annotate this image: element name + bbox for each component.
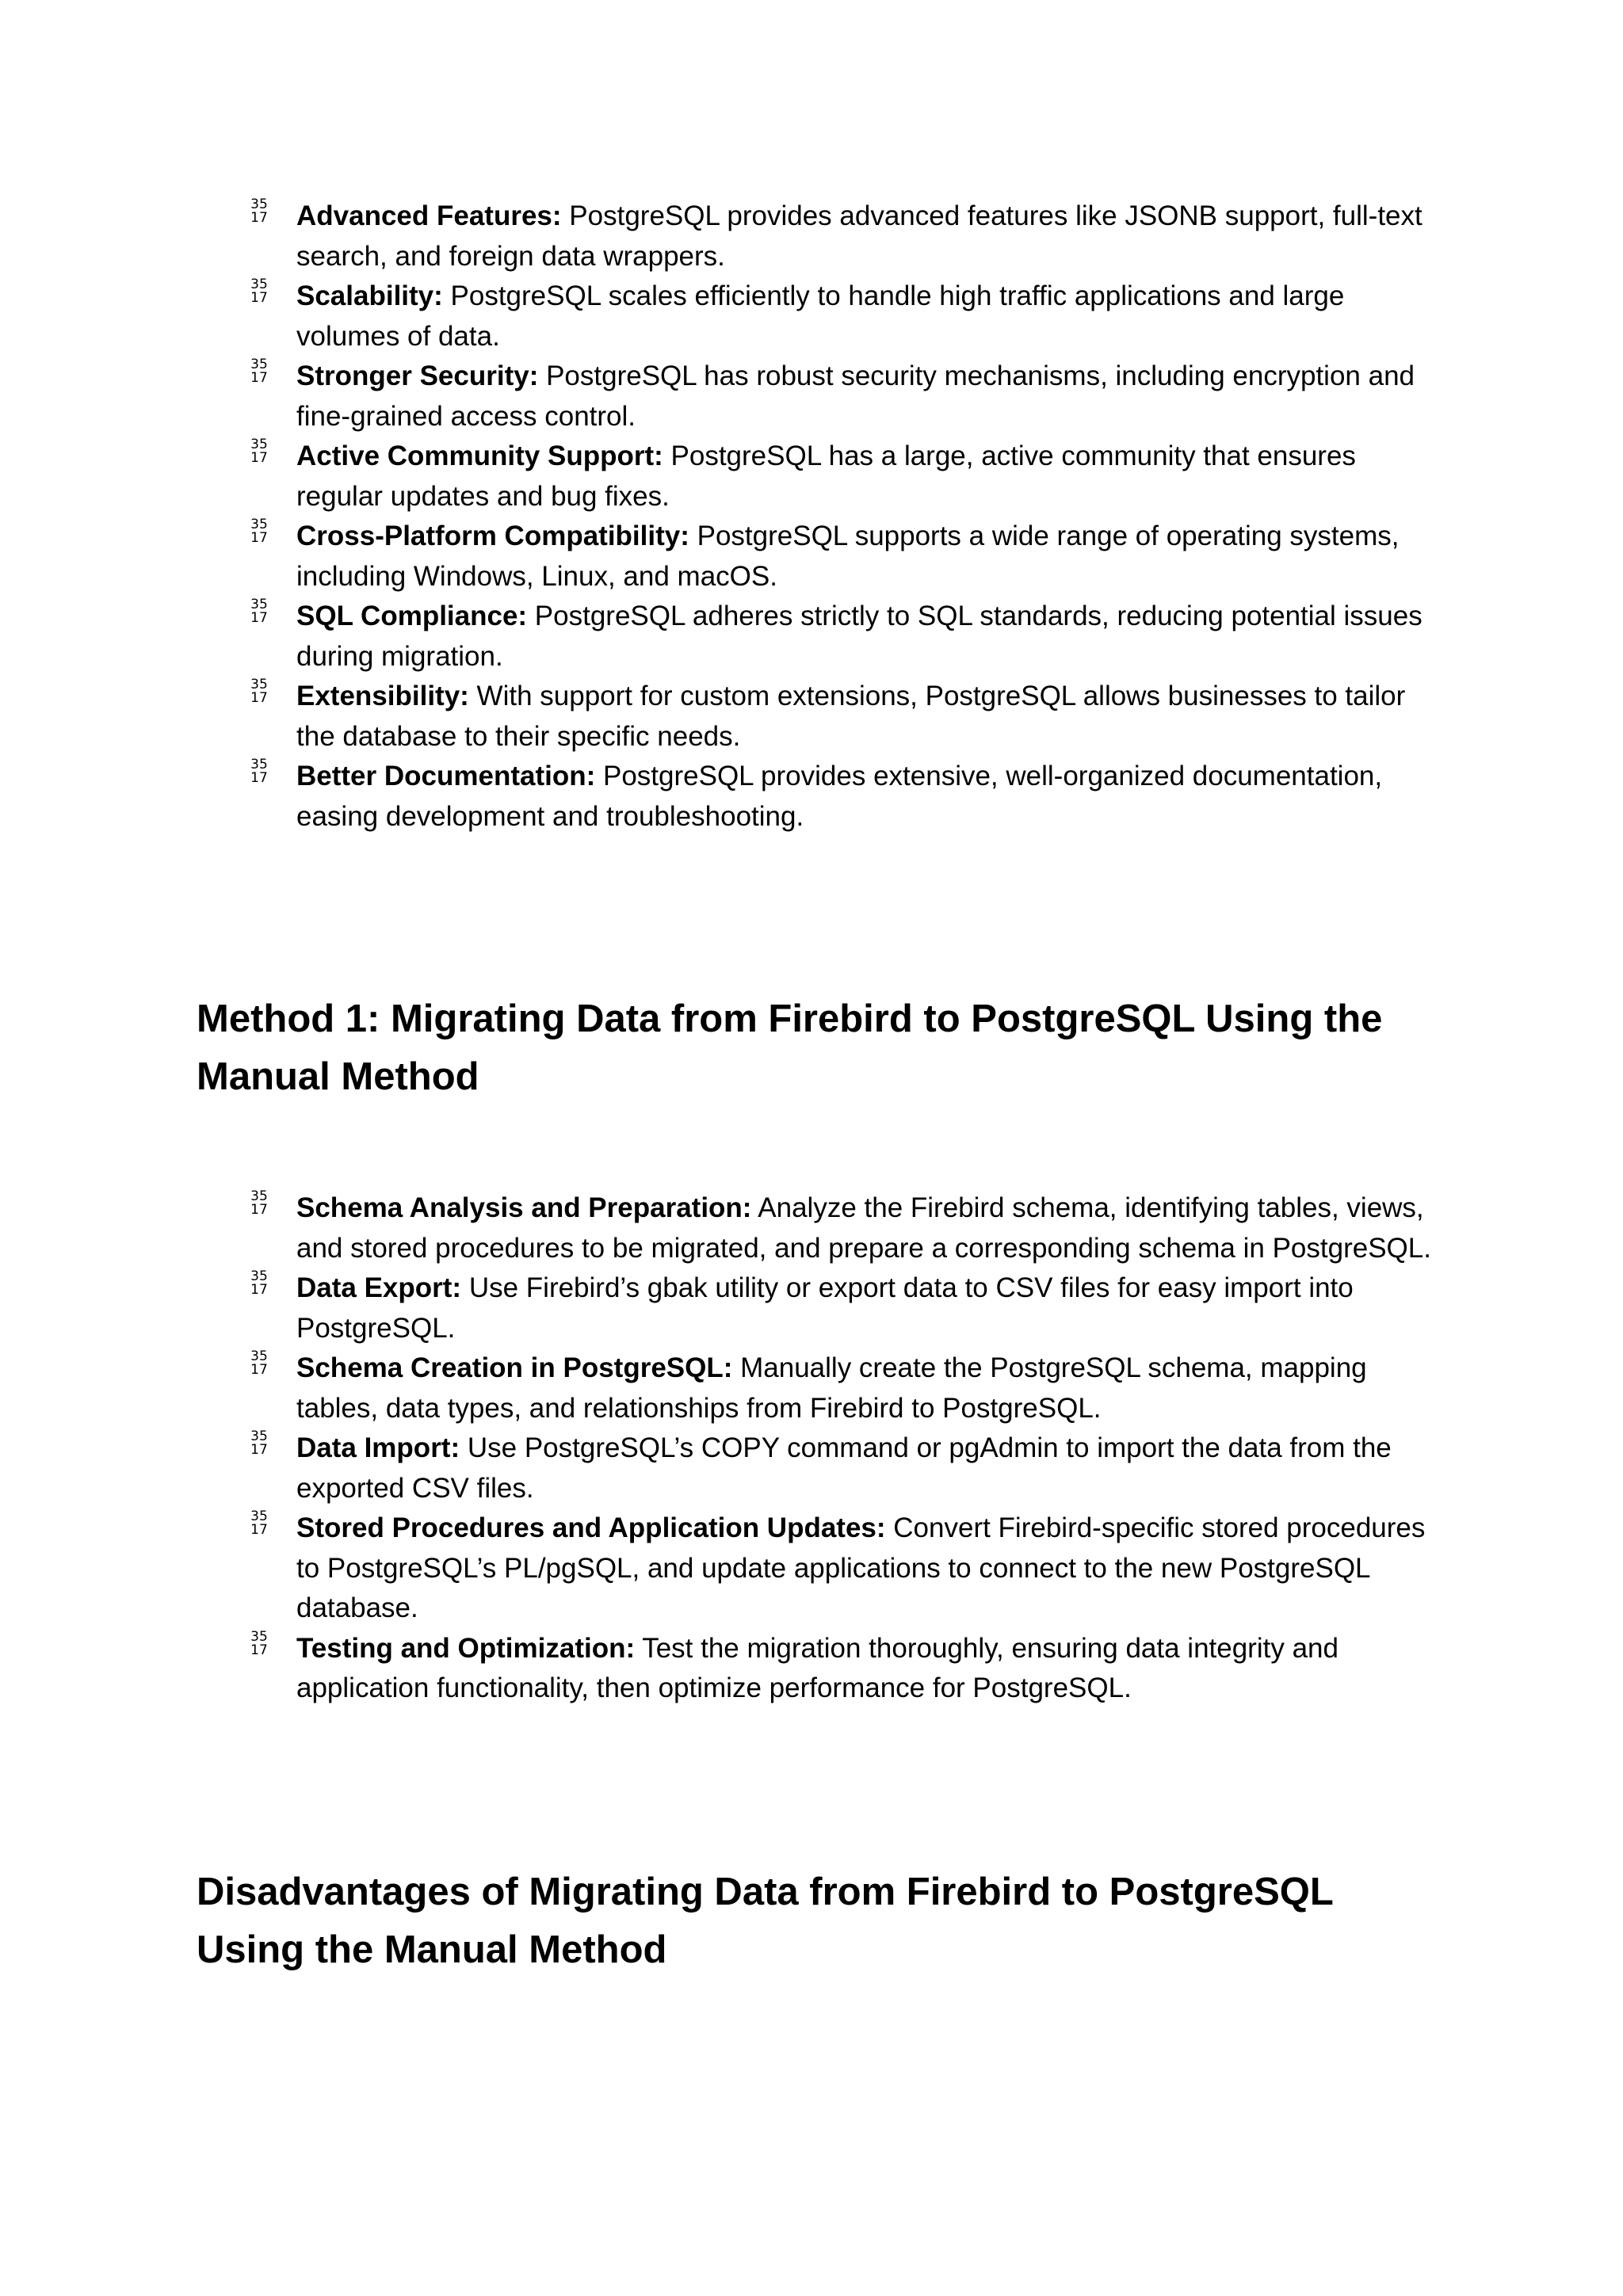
- list-item-text: PostgreSQL adheres strictly to SQL standards, reducing potential issues during migration.: [296, 601, 1423, 672]
- list-item: [247, 1188, 1436, 1268]
- list-item-term: Cross-Platform Compatibility:: [296, 521, 689, 551]
- list-item: [247, 437, 1436, 517]
- list-item: [247, 517, 1436, 597]
- benefits-list: [247, 196, 1436, 837]
- list-marker: 35 17: [250, 1268, 268, 1298]
- list-marker: 35 17: [250, 677, 268, 706]
- list-marker: 35 17: [250, 437, 268, 466]
- list-item-term: Testing and Optimization:: [296, 1632, 636, 1664]
- list-item-text: PostgreSQL has robust security mechanisms, including encryption and fine-grained access control.: [296, 360, 1415, 432]
- list-marker: 35 17: [250, 597, 268, 626]
- list-item: [247, 1428, 1436, 1508]
- list-marker: 35 17: [250, 1428, 268, 1458]
- list-item-term: Schema Analysis and Preparation:: [296, 1192, 752, 1223]
- list-marker: 35 17: [250, 517, 268, 546]
- list-marker: 35 17: [250, 1508, 268, 1538]
- list-item-text: PostgreSQL provides extensive, well-organized documentation, easing development and troubleshooting.: [296, 761, 1383, 832]
- list-item-text: PostgreSQL has a large, active community that ensures regular updates and bug fixes.: [296, 441, 1356, 512]
- list-item: [247, 677, 1436, 757]
- list-item-term: Stored Procedures and Application Updates:: [296, 1512, 886, 1543]
- list-item-term: Data Export:: [296, 1272, 462, 1303]
- list-marker: 35 17: [250, 277, 268, 306]
- disadvantages-heading: Disadvantages of Migrating Data from Firebird to PostgreSQL Using the Manual Method: [197, 1871, 1333, 1971]
- list-item: [247, 1629, 1436, 1709]
- list-item-text: With support for custom extensions, PostgreSQL allows businesses to tailor the database to their specific needs.: [296, 681, 1406, 752]
- list-item-text: Analyze the Firebird schema, identifying tables, views, and stored procedures to be migrated, and prepare a corresponding schema in PostgreSQL.: [296, 1192, 1431, 1264]
- list-item: [247, 597, 1436, 677]
- list-item-term: Extensibility:: [296, 681, 469, 711]
- list-item: [247, 277, 1436, 357]
- list-item: [247, 757, 1436, 837]
- method-steps-list: [247, 1188, 1436, 1709]
- list-item-term: SQL Compliance:: [296, 601, 528, 631]
- list-item-text: Use Firebird’s gbak utility or export data to CSV files for easy import into PostgreSQL.: [296, 1272, 1354, 1344]
- list-item-text: Convert Firebird-specific stored procedures to PostgreSQL’s PL/pgSQL, and update applications to connect to the new PostgreSQL database.: [296, 1512, 1426, 1623]
- list-marker: 35 17: [250, 196, 268, 226]
- list-item-term: Advanced Features:: [296, 200, 562, 231]
- method-heading: Method 1: Migrating Data from Firebird to PostgreSQL Using the Manual Method: [197, 997, 1383, 1098]
- list-marker: 35 17: [250, 1188, 268, 1218]
- list-marker: 35 17: [250, 357, 268, 386]
- list-item-term: Active Community Support:: [296, 441, 663, 471]
- list-item-text: PostgreSQL provides advanced features like JSONB support, full-text search, and foreign data wrappers.: [296, 200, 1423, 272]
- list-item-text: Use PostgreSQL’s COPY command or pgAdmin to import the data from the exported CSV files.: [296, 1432, 1392, 1504]
- list-item: [247, 1348, 1436, 1428]
- list-item-term: Stronger Security:: [296, 360, 539, 391]
- list-item: [247, 357, 1436, 437]
- list-marker: 35 17: [250, 1628, 268, 1658]
- list-item-text: Test the migration thoroughly, ensuring data integrity and application functionality, then optimize performance for PostgreSQL.: [296, 1632, 1338, 1703]
- list-item-text: PostgreSQL supports a wide range of operating systems, including Windows, Linux, and macOS.: [296, 521, 1400, 592]
- list-item-term: Scalability:: [296, 280, 443, 311]
- list-item: [247, 1268, 1436, 1348]
- list-item-term: Data Import:: [296, 1432, 460, 1463]
- list-item-term: Better Documentation:: [296, 761, 596, 791]
- list-item: [247, 196, 1436, 277]
- list-marker: 35 17: [250, 1348, 268, 1378]
- list-item-term: Schema Creation in PostgreSQL:: [296, 1352, 733, 1383]
- list-item: [247, 1508, 1436, 1629]
- list-marker: 35 17: [250, 757, 268, 786]
- list-item-text: PostgreSQL scales efficiently to handle high traffic applications and large volumes of data.: [296, 280, 1345, 352]
- list-item-text: Manually create the PostgreSQL schema, mapping tables, data types, and relationships from Firebird to PostgreSQL.: [296, 1352, 1367, 1424]
